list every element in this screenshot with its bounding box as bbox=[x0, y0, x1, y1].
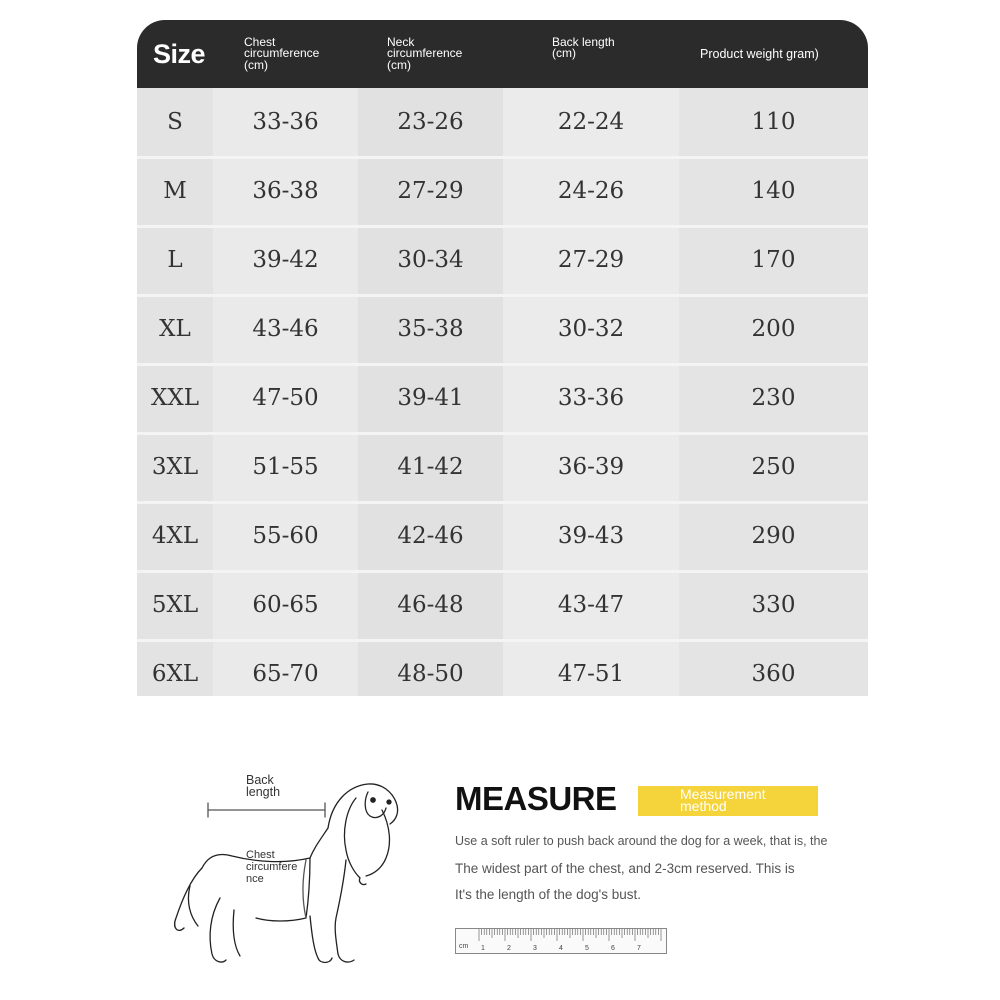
ruler-number: 7 bbox=[637, 945, 641, 952]
ruler-number: 4 bbox=[559, 945, 563, 952]
back-length-label bbox=[246, 774, 280, 798]
ruler-number: 1 bbox=[481, 945, 485, 952]
ruler-number: 5 bbox=[585, 945, 589, 952]
neck-cell: 42-46 bbox=[397, 522, 464, 549]
size-cell: L bbox=[167, 246, 183, 273]
chest-label-line: Chest bbox=[246, 849, 275, 861]
back-length-cell: 39-43 bbox=[557, 522, 625, 549]
table-header bbox=[137, 20, 868, 88]
header-neck bbox=[387, 20, 462, 88]
header-back-line: Back length bbox=[552, 34, 615, 49]
neck-cell: 35-38 bbox=[397, 315, 464, 342]
neck-cell: 48-50 bbox=[397, 660, 464, 687]
neck-cell: 23-26 bbox=[397, 108, 464, 135]
back-length-cell: 47-51 bbox=[557, 660, 625, 687]
header-size: Size bbox=[153, 38, 206, 69]
chest-cell: 43-46 bbox=[252, 315, 319, 342]
header-weight: Product weight gram) bbox=[700, 47, 819, 61]
size-cell: XXL bbox=[150, 384, 200, 411]
size-cell: 3XL bbox=[151, 453, 199, 480]
ruler-unit-label: cm bbox=[459, 943, 469, 950]
measurement-tag-line: method bbox=[680, 798, 727, 814]
neck-cell: 46-48 bbox=[397, 591, 464, 618]
chest-cell: 60-65 bbox=[252, 591, 319, 618]
chest-cell: 47-50 bbox=[252, 384, 319, 411]
chest-cell: 51-55 bbox=[252, 453, 319, 480]
weight-cell: 200 bbox=[751, 315, 796, 342]
size-cell: 6XL bbox=[151, 660, 199, 687]
table-body bbox=[137, 88, 868, 696]
header-chest bbox=[244, 20, 319, 88]
back-length-cell: 22-24 bbox=[557, 108, 625, 135]
weight-cell: 290 bbox=[751, 522, 796, 549]
measurement-tag-line: Measurement bbox=[680, 786, 766, 802]
chest-cell: 65-70 bbox=[252, 660, 319, 687]
weight-cell: 170 bbox=[751, 246, 796, 273]
ruler-number: 3 bbox=[533, 945, 537, 952]
weight-cell: 110 bbox=[751, 108, 796, 135]
weight-cell: 230 bbox=[751, 384, 796, 411]
weight-cell: 330 bbox=[751, 591, 796, 618]
back-length-cell: 36-39 bbox=[557, 453, 625, 480]
header-chest-line: Chest bbox=[244, 34, 276, 49]
back-length-cell: 24-26 bbox=[557, 177, 625, 204]
chest-cell: 33-36 bbox=[252, 108, 319, 135]
chest-cell: 36-38 bbox=[252, 177, 319, 204]
ruler-icon bbox=[455, 928, 667, 954]
header-neck-line: circumference bbox=[387, 46, 463, 61]
ruler-number: 2 bbox=[507, 945, 511, 952]
measurement-method-tag bbox=[638, 786, 818, 816]
chest-label-line: nce bbox=[246, 873, 264, 885]
chest-cell: 55-60 bbox=[252, 522, 319, 549]
neck-cell: 41-42 bbox=[397, 453, 464, 480]
size-cell: S bbox=[167, 108, 183, 135]
size-cell: 5XL bbox=[151, 591, 199, 618]
neck-cell: 27-29 bbox=[397, 177, 464, 204]
header-neck-line: (cm) bbox=[387, 57, 411, 72]
measure-title: MEASURE bbox=[455, 780, 617, 817]
size-cell: XL bbox=[159, 315, 191, 342]
weight-cell: 360 bbox=[751, 660, 796, 687]
neck-cell: 30-34 bbox=[397, 246, 464, 273]
back-length-label-line: length bbox=[246, 785, 281, 799]
neck-cell: 39-41 bbox=[397, 384, 464, 411]
size-cell: M bbox=[163, 177, 187, 204]
chest-cell: 39-42 bbox=[252, 246, 319, 273]
header-chest-line: (cm) bbox=[244, 57, 268, 72]
weight-cell: 140 bbox=[751, 177, 796, 204]
size-cell: 4XL bbox=[151, 522, 199, 549]
header-back-line: (cm) bbox=[552, 46, 576, 60]
back-length-cell: 27-29 bbox=[557, 246, 625, 273]
weight-cell: 250 bbox=[751, 453, 796, 480]
measure-description-line: Use a soft ruler to push back around the dog for a week, that is, the bbox=[455, 834, 828, 848]
back-length-cell: 33-36 bbox=[557, 384, 625, 411]
chest-label-line: circumfere bbox=[246, 861, 298, 873]
chest-circumference-label bbox=[246, 849, 297, 885]
measure-description-line: It's the length of the dog's bust. bbox=[455, 887, 642, 902]
back-length-cell: 30-32 bbox=[557, 315, 625, 342]
header-chest-line: circumference bbox=[244, 46, 320, 61]
measurement-section bbox=[0, 730, 1000, 1000]
header-neck-line: Neck bbox=[387, 34, 415, 49]
header-back-length bbox=[552, 14, 615, 82]
ruler-number: 6 bbox=[611, 945, 615, 952]
back-length-label-line: Back bbox=[246, 773, 274, 787]
size-chart-table bbox=[137, 20, 868, 696]
measure-description-line: The widest part of the chest, and 2-3cm reserved. This is bbox=[455, 861, 795, 876]
back-length-cell: 43-47 bbox=[557, 591, 625, 618]
